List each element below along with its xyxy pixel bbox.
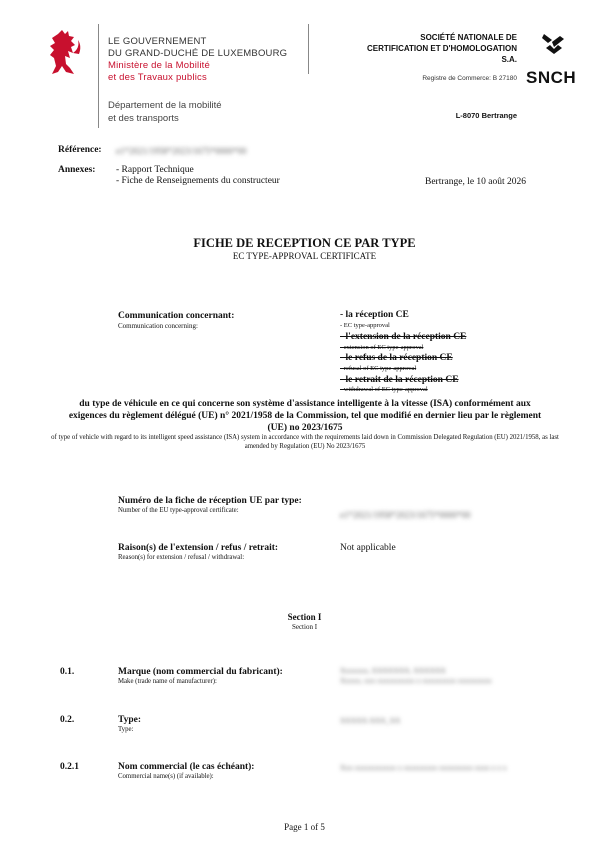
approval-number-field [118, 496, 318, 514]
item-commercial-name [118, 762, 254, 780]
approval-number-value: e1*2021/1958*2023/1675*0000*00 [340, 510, 471, 520]
reason-field [118, 543, 333, 561]
gov-line: LE GOUVERNEMENT [108, 36, 207, 47]
option-extension-en: - extension of EC type-approval [340, 344, 424, 351]
option-approval: - la réception CE [340, 310, 409, 320]
communication-label-en: Communication concerning: [118, 322, 198, 330]
organization-address: L-8070 Bertrange [455, 111, 517, 120]
item-number: 0.2. [60, 715, 75, 725]
item-commercial-name-value: Xxx xxxxxxxxxxx x xxxxxxxxx xxxxxxxxx xxxx x x x [340, 763, 507, 772]
item-type-value: XXXXX-XXX_XX [340, 716, 401, 725]
reason-label: Raison(s) de l'extension / refus / retrait: [118, 543, 279, 553]
document-title: FICHE DE RECEPTION CE PAR TYPE [193, 236, 416, 250]
item-number: 0.1. [60, 667, 75, 677]
annex-item: - Rapport Technique [116, 165, 194, 175]
reason-value: Not applicable [340, 543, 396, 553]
scope-text-en: of type of vehicle with regard to its intelligent speed assistance (ISA) system in accordance with the requirements laid down in Commission Delegated Regulation (EU) 2021/1958, as last amended by Regulation (EU) No 2023/1675 [51, 434, 559, 450]
reason-label-en: Reason(s) for extension / refusal / withdrawal: [118, 554, 245, 561]
item-label: Nom commercial (le cas échéant): [118, 762, 255, 772]
reference-label: Référence: [58, 145, 102, 155]
item-label-en: Make (trade name of manufacturer): [118, 678, 217, 685]
luxembourg-lion-icon [44, 28, 84, 76]
page-number: Page 1 of 5 [284, 822, 325, 832]
option-extension: - l'extension de la réception CE [340, 332, 467, 342]
org-line: SOCIÉTÉ NATIONALE DE [420, 33, 517, 42]
org-line: S.A. [501, 55, 517, 64]
header-divider [98, 24, 99, 128]
option-refusal-en: - refusal of EC type-approval [340, 365, 417, 372]
department-line: Département de la mobilité [108, 100, 222, 111]
snch-logo-icon [528, 30, 578, 60]
approval-number-label: Numéro de la fiche de réception UE par type: [118, 496, 302, 506]
communication-label: Communication concernant: [118, 311, 235, 321]
item-label: Marque (nom commercial du fabricant): [118, 667, 283, 677]
organization-name [307, 32, 517, 65]
section-title: Section I [287, 612, 322, 622]
value-line: Xxxxxxx, XXXXXXX, XXXXXX [340, 666, 446, 675]
annex-item: - Fiche de Renseignements du constructeur [116, 176, 280, 186]
option-refusal: - le refus de la réception CE [340, 353, 453, 363]
place-date: Bertrange, le 10 août 2026 [425, 177, 527, 187]
department-name [108, 99, 222, 125]
ministry-line: Ministère de la Mobilité [108, 60, 210, 71]
option-withdrawal: - le retrait de la réception CE [340, 375, 459, 385]
option-approval-en: - EC type-approval [340, 322, 390, 329]
item-label: Type: [118, 715, 142, 725]
option-withdrawal-en: - withdrawal of EC type-approval [340, 386, 428, 393]
item-label-en: Commercial name(s) (if available): [118, 773, 214, 780]
value-line: Xxxxx, xxx xxxxxxxxxx x xxxxxxxxx xxxxxxxxx [340, 676, 492, 685]
item-type [118, 715, 141, 733]
annexes-list [116, 165, 280, 187]
item-label-en: Type: [118, 726, 134, 733]
annexes-label: Annexes: [58, 165, 96, 175]
registry-number: Registre de Commerce: B 27180 [422, 75, 517, 82]
government-title [108, 36, 287, 84]
section-subtitle: Section I [291, 623, 318, 631]
reference-value: e1*2021/1958*2023/1675*0000*00 [116, 146, 247, 156]
department-line: et des transports [108, 113, 179, 124]
item-number: 0.2.1 [60, 762, 79, 772]
document-subtitle: EC TYPE-APPROVAL CERTIFICATE [232, 251, 377, 261]
item-make [118, 667, 283, 685]
scope-text: du type de véhicule en ce qui concerne son système d'assistance intelligente à la vitesse (ISA) conformément aux exigences du règlement délégué (UE) n° 2021/1958 de la Commission, tel que modifié en dernier lieu par le règlement (UE) no 2023/1675 [68, 399, 542, 433]
org-line: CERTIFICATION ET D'HOMOLOGATION [366, 44, 517, 53]
item-make-value [340, 666, 492, 686]
ministry-line: et des Travaux publics [108, 72, 207, 83]
approval-number-label-en: Number of the EU type-approval certificate: [118, 507, 239, 514]
gov-line: DU GRAND-DUCHÉ DE LUXEMBOURG [108, 48, 288, 59]
snch-logo-text: SNCH [526, 68, 577, 87]
